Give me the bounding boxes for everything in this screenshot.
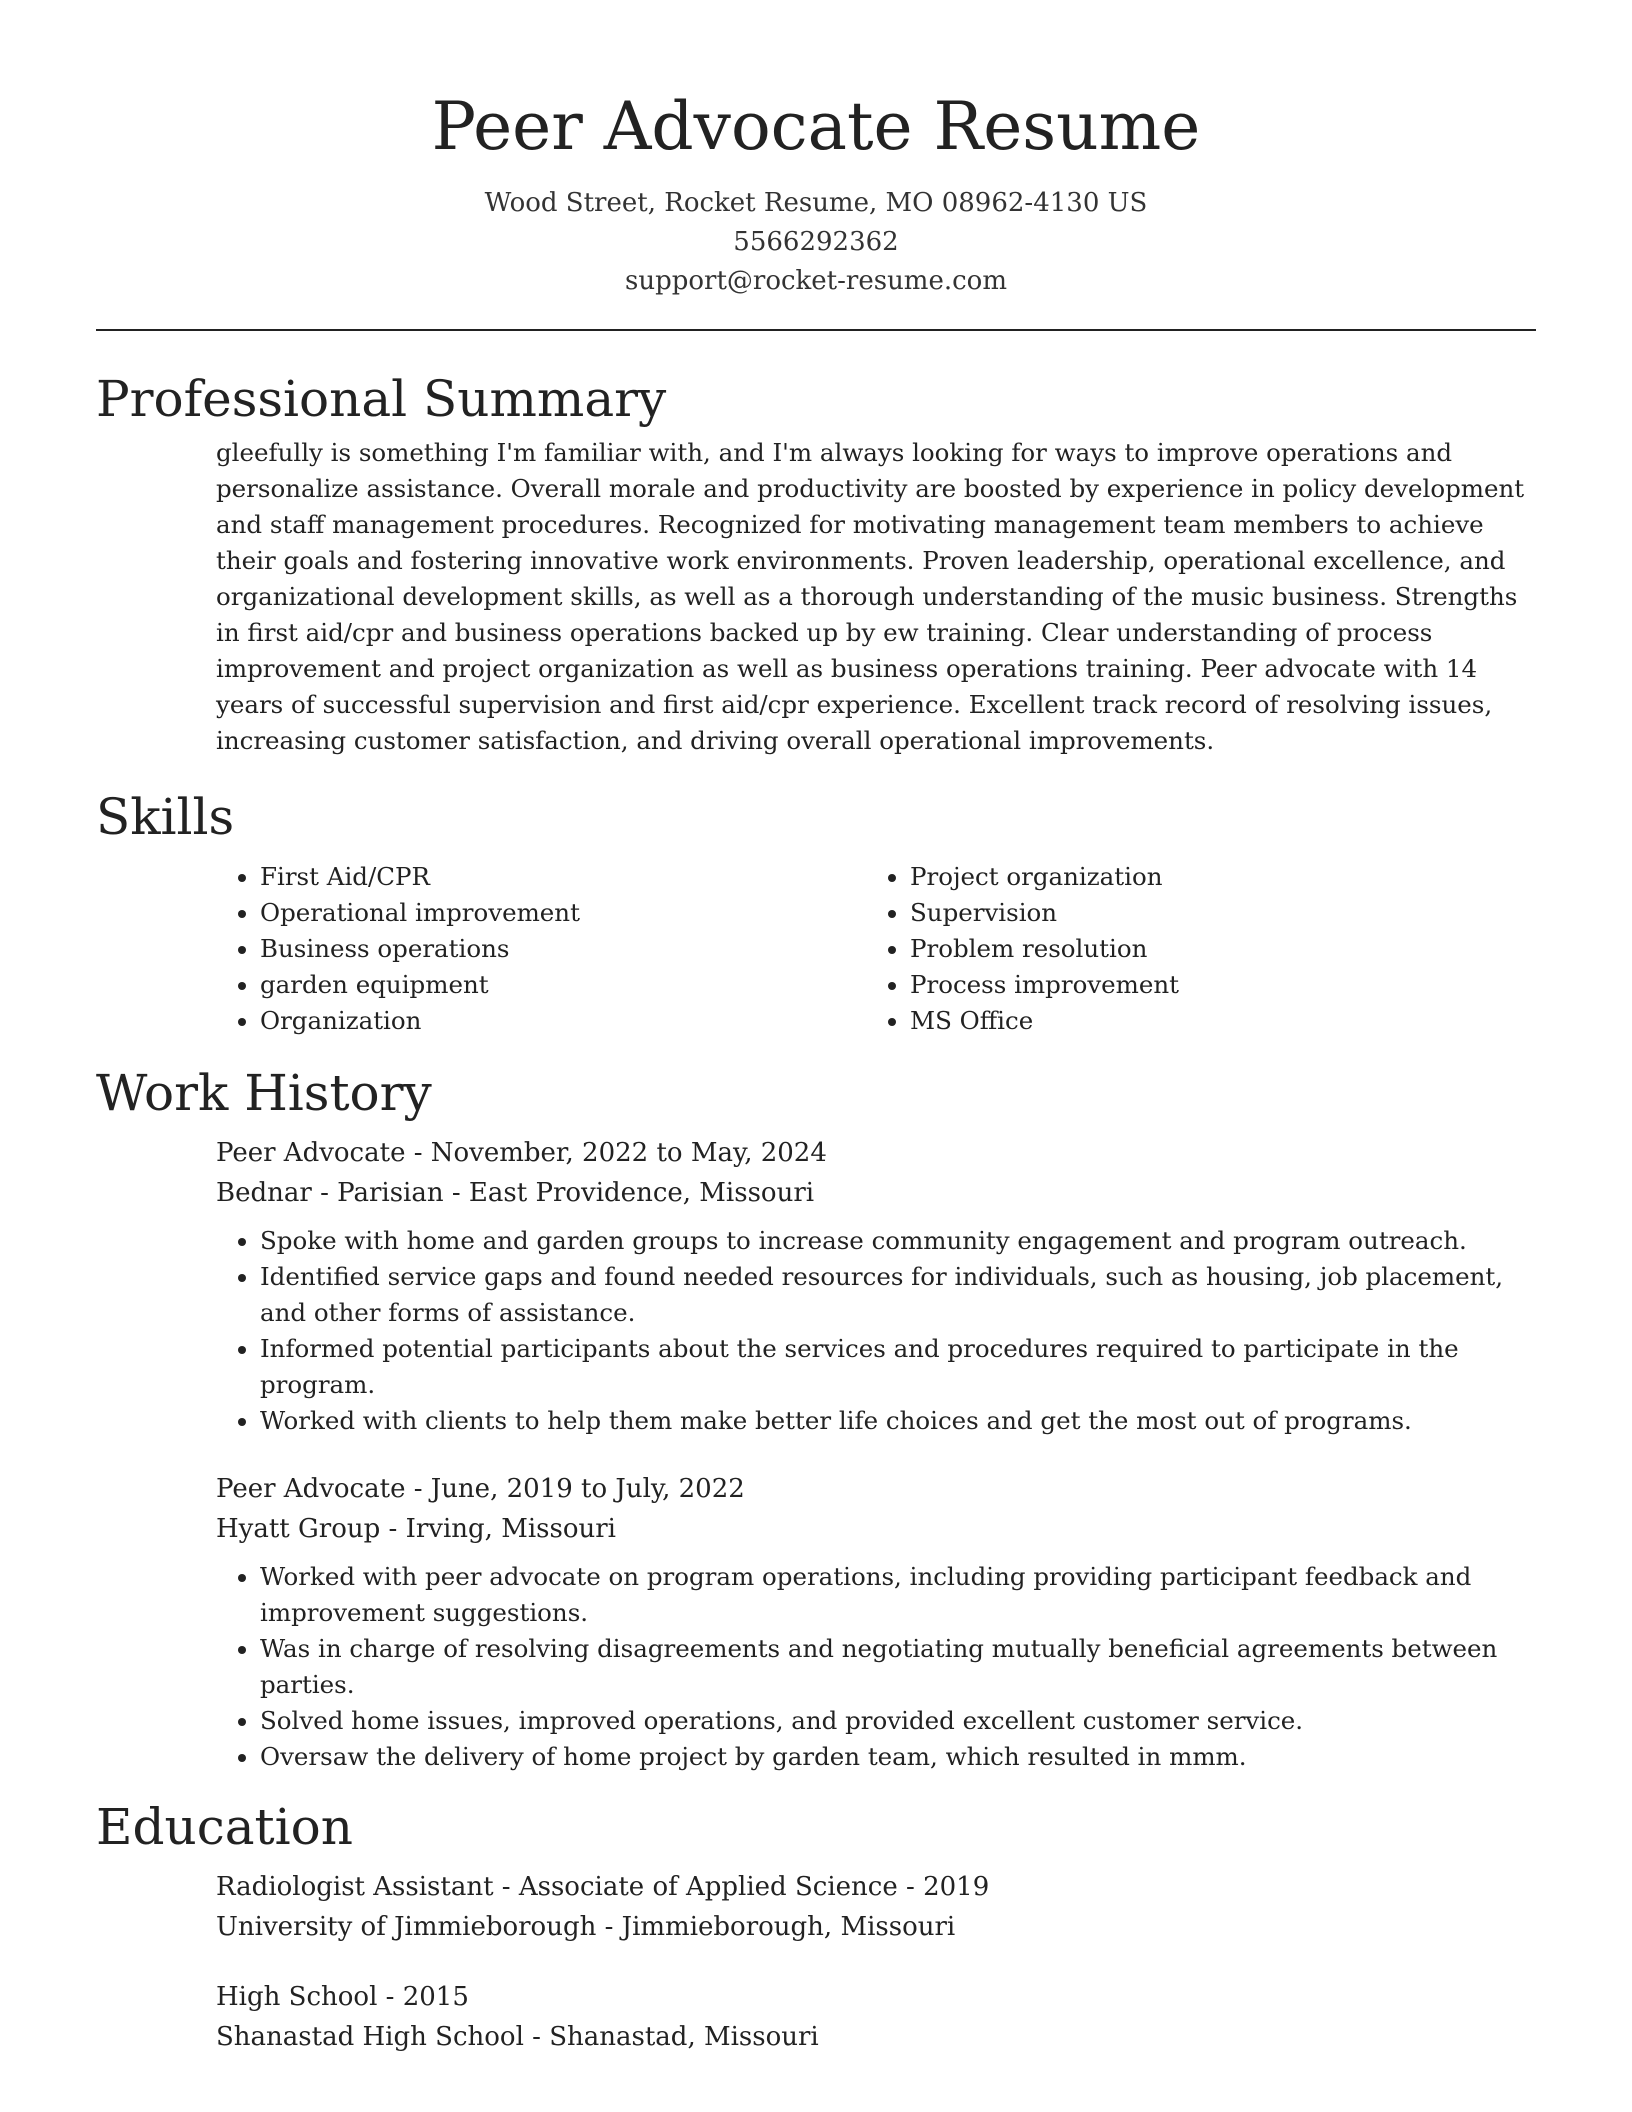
contact-block	[96, 184, 1536, 301]
skill-item: • Process improvement	[910, 967, 1516, 1003]
education-year: - 2019	[897, 1872, 990, 1902]
job-title: Peer Advocate	[216, 1138, 406, 1168]
education-degree: High School	[216, 1982, 378, 2012]
skill-item: • Supervision	[910, 895, 1516, 931]
job-entry	[216, 1133, 1536, 1439]
skill-item: • Organization	[260, 1003, 866, 1039]
job-title-line	[216, 1133, 1536, 1173]
education-location: - Shanastad, Missouri	[523, 2022, 819, 2052]
job-bullet: • Solved home issues, improved operations, and provided excellent customer service.	[260, 1703, 1536, 1739]
job-bullet: • Identified service gaps and found needed resources for individuals, such as housing, job placement, and other forms of assistance.	[260, 1259, 1536, 1331]
job-bullet: • Worked with peer advocate on program operations, including providing participant feedback and improvement suggestions.	[260, 1559, 1536, 1631]
education-school-line	[216, 1907, 1536, 1947]
education-school-line	[216, 2017, 1536, 2057]
skill-item: • Project organization	[910, 859, 1516, 895]
education-degree: Radiologist Assistant - Associate of Applied Science	[216, 1872, 898, 1902]
job-bullet: • Spoke with home and garden groups to increase community engagement and program outreach.	[260, 1223, 1536, 1259]
skill-item: • First Aid/CPR	[260, 859, 866, 895]
contact-email: support@rocket-resume.com	[624, 266, 1007, 296]
job-company-line	[216, 1509, 1536, 1549]
work-history-heading: Work History	[96, 1064, 432, 1122]
job-company-line	[216, 1173, 1536, 1213]
skill-item: • Problem resolution	[910, 931, 1516, 967]
job-title: Peer Advocate	[216, 1474, 406, 1504]
skill-item: • Business operations	[260, 931, 866, 967]
job-dates: - November, 2022 to May, 2024	[405, 1138, 827, 1168]
contact-address: Wood Street, Rocket Resume, MO 08962-4130 US	[484, 188, 1148, 218]
job-bullets	[216, 1223, 1536, 1439]
education-school: Shanastad High School	[216, 2022, 524, 2052]
education-location: - Jimmieborough, Missouri	[596, 1912, 956, 1942]
skill-item: • Operational improvement	[260, 895, 866, 931]
job-dates: - June, 2019 to July, 2022	[405, 1474, 745, 1504]
resume-page	[96, 0, 1536, 2057]
header-divider	[96, 329, 1536, 331]
education-school: University of Jimmieborough	[216, 1912, 597, 1942]
job-bullets	[216, 1559, 1536, 1775]
skills-heading: Skills	[96, 788, 235, 846]
job-bullet: • Was in charge of resolving disagreements and negotiating mutually beneficial agreements between parties.	[260, 1631, 1536, 1703]
skills-grid	[216, 859, 1536, 1039]
education-entry	[216, 1977, 1536, 2057]
education-entry	[216, 1867, 1536, 1947]
job-location: - East Providence, Missouri	[443, 1178, 815, 1208]
job-company: Bednar - Parisian	[216, 1178, 444, 1208]
job-bullet: • Oversaw the delivery of home project by garden team, which resulted in mmm.	[260, 1739, 1536, 1775]
skill-item: • garden equipment	[260, 967, 866, 1003]
education-year: - 2015	[377, 1982, 469, 2012]
summary-heading: Professional Summary	[96, 370, 667, 428]
skills-column-right	[866, 859, 1516, 1039]
job-bullet: • Worked with clients to help them make better life choices and get the most out of programs.	[260, 1403, 1536, 1439]
job-company: Hyatt Group	[216, 1514, 381, 1544]
summary-text: gleefully is something I'm familiar with, and I'm always looking for ways to improve operations and personalize assistance. Overall morale and productivity are boosted by experience in policy development and staff management procedures. Recognized for motivating management team members to achieve their goals and fostering innovative work environments. Proven leadership, operational excellence, and organizational development skills, as well as a thorough understanding of the music business. Strengths in first aid/cpr and business operations backed up by ew training. Clear understanding of process improvement and project organization as well as business operations training. Peer advocate with 14 years of successful supervision and first aid/cpr experience. Excellent track record of resolving issues, increasing customer satisfaction, and driving overall operational improvements.	[216, 438, 1525, 755]
education-degree-line	[216, 1977, 1536, 2017]
job-bullet: • Informed potential participants about the services and procedures required to participate in the program.	[260, 1331, 1536, 1403]
education-degree-line	[216, 1867, 1536, 1907]
job-location: - Irving, Missouri	[380, 1514, 616, 1544]
resume-title: Peer Advocate Resume	[431, 88, 1201, 165]
job-title-line	[216, 1469, 1536, 1509]
job-entry	[216, 1469, 1536, 1775]
education-heading: Education	[96, 1798, 353, 1856]
skills-column-left	[216, 859, 866, 1039]
contact-phone: 5566292362	[733, 227, 899, 257]
skill-item: • MS Office	[910, 1003, 1516, 1039]
